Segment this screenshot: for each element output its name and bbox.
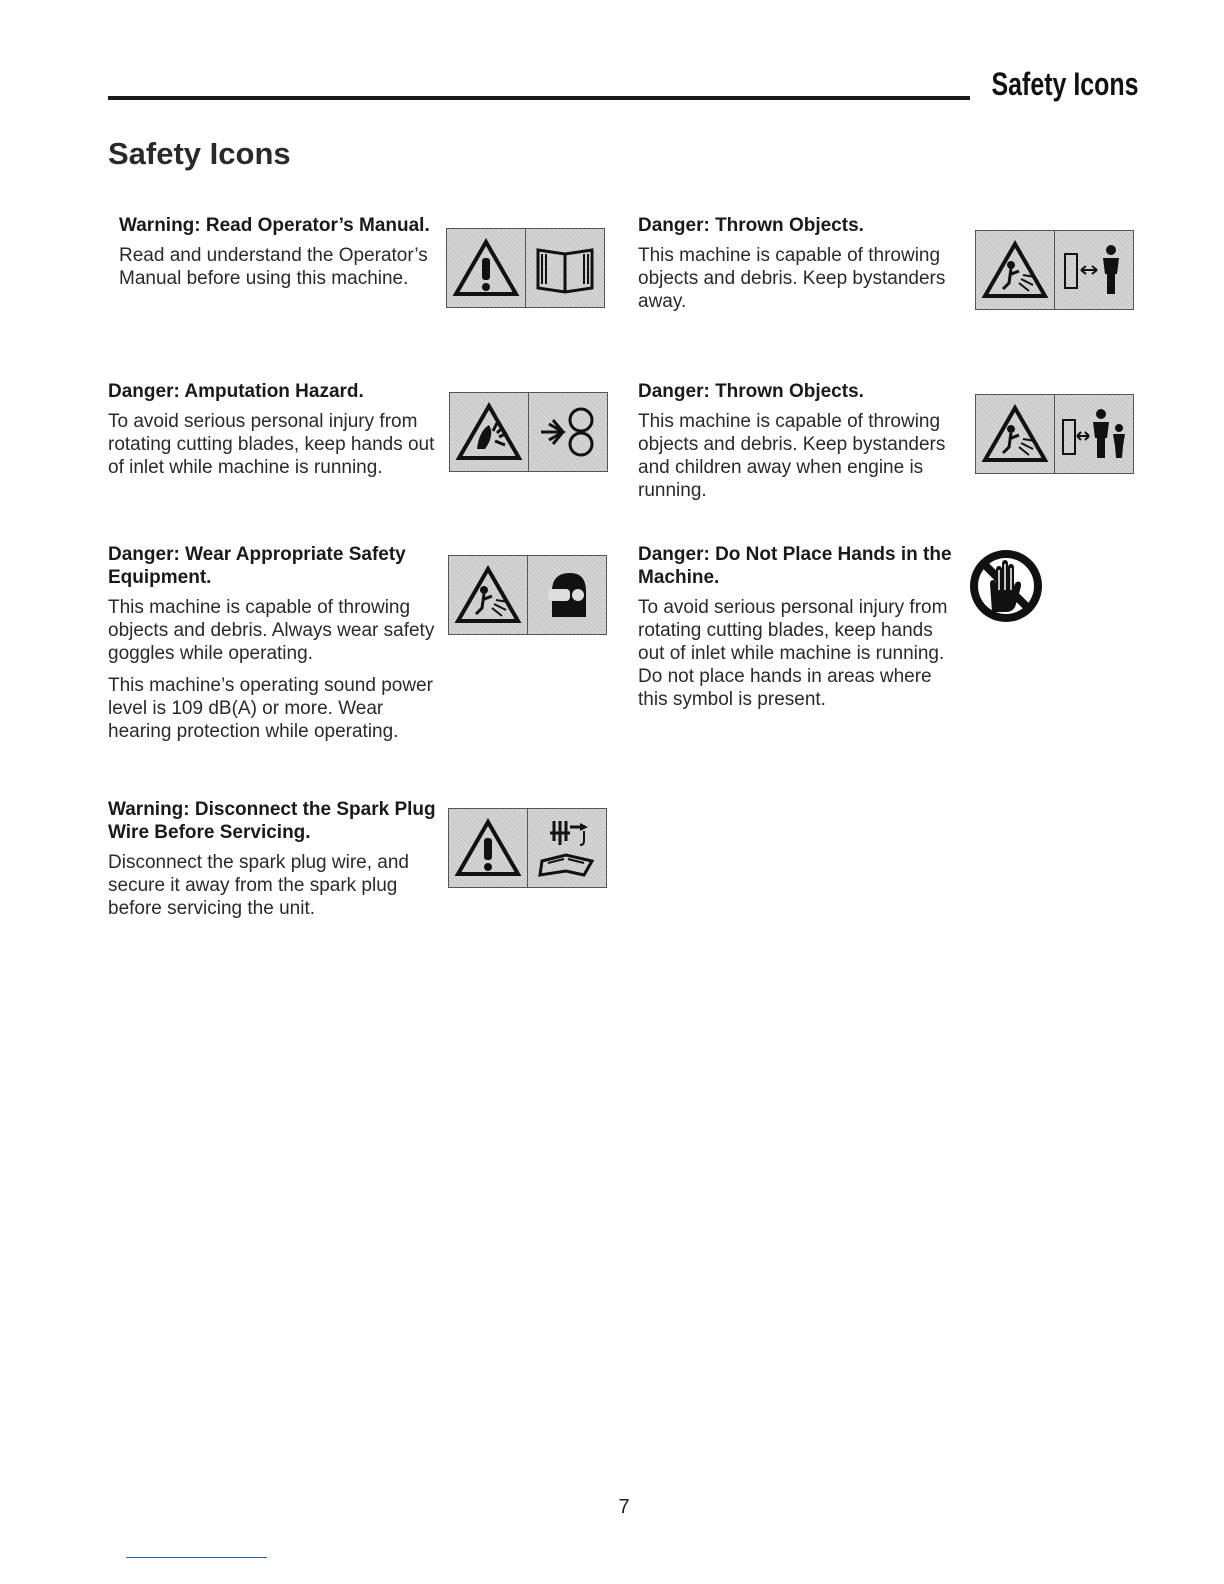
- safety-entry-no-hands: [638, 543, 963, 720]
- entry-text: Disconnect the spark plug wire, and secure it away from the spark plug before servicing the unit.: [108, 852, 409, 919]
- entry-text: This machine is capable of throwing objects and debris. Keep bystanders away.: [638, 245, 946, 312]
- entry-text: Read and understand the Operator’s Manual before using this machine.: [119, 245, 428, 289]
- rotating-blades-icon: [529, 393, 607, 471]
- safety-entry-safety-equipment: [108, 543, 438, 752]
- entry-heading: Warning: Read Operator’s Manual.: [119, 215, 430, 236]
- entry-heading: Danger: Thrown Objects.: [638, 215, 864, 236]
- operators-manual-icon: [526, 229, 604, 307]
- thrown-objects-hazard-icon: [976, 231, 1055, 309]
- icon-panel-thrown-objects-2: [975, 394, 1134, 474]
- keep-children-away-icon: [1055, 395, 1133, 473]
- safety-entry-amputation: [108, 380, 438, 488]
- icon-panel-amputation: [449, 392, 608, 472]
- entry-heading: Danger: Amputation Hazard.: [108, 381, 364, 402]
- icon-panel-spark-plug: [448, 808, 607, 888]
- icon-panel-thrown-objects-1: [975, 230, 1134, 310]
- hand-blade-hazard-icon: [450, 393, 529, 471]
- entry-text: This machine is capable of throwing objects and debris. Always wear safety goggles while operating.: [108, 597, 435, 664]
- page-number: 7: [618, 1496, 630, 1518]
- safety-entry-thrown-objects-2: [638, 380, 968, 511]
- thrown-objects-hazard-icon: [976, 395, 1055, 473]
- entry-text: To avoid serious personal injury from rotating cutting blades, keep hands out of inlet while machine is running. Do not place hands in areas where this symbol is present.: [638, 597, 948, 710]
- safety-goggles-hearing-icon: [528, 556, 606, 634]
- icon-panel-read-manual: [446, 228, 605, 308]
- safety-entry-read-manual: [119, 214, 439, 299]
- safety-entry-thrown-objects-1: [638, 214, 963, 322]
- warning-triangle-icon: [449, 809, 528, 887]
- no-hands-icon: [966, 546, 1046, 626]
- entry-heading: Warning: Disconnect the Spark Plug Wire Before Servicing.: [108, 799, 436, 843]
- page-title: Safety Icons: [108, 136, 291, 171]
- keep-bystanders-away-icon: [1055, 231, 1133, 309]
- spark-plug-manual-icon: [528, 809, 606, 887]
- safety-entry-spark-plug: [108, 798, 438, 929]
- entry-heading: Danger: Do Not Place Hands in the Machine.: [638, 544, 952, 588]
- entry-text: To avoid serious personal injury from rotating cutting blades, keep hands out of inlet while machine is running.: [108, 411, 435, 478]
- header-rule: [108, 96, 970, 100]
- entry-text: This machine is capable of throwing objects and debris. Keep bystanders and children away when engine is running.: [638, 411, 946, 501]
- entry-heading: Danger: Thrown Objects.: [638, 381, 864, 402]
- section-header-label: Safety Icons: [991, 66, 1139, 102]
- warning-triangle-icon: [447, 229, 526, 307]
- icon-panel-safety-equipment: [448, 555, 607, 635]
- thrown-objects-hazard-icon: [449, 556, 528, 634]
- entry-text: This machine’s operating sound power level is 109 dB(A) or more. Wear hearing protection while operating.: [108, 675, 433, 742]
- footer-rule: [126, 1557, 267, 1558]
- entry-heading: Danger: Wear Appropriate Safety Equipment.: [108, 544, 406, 588]
